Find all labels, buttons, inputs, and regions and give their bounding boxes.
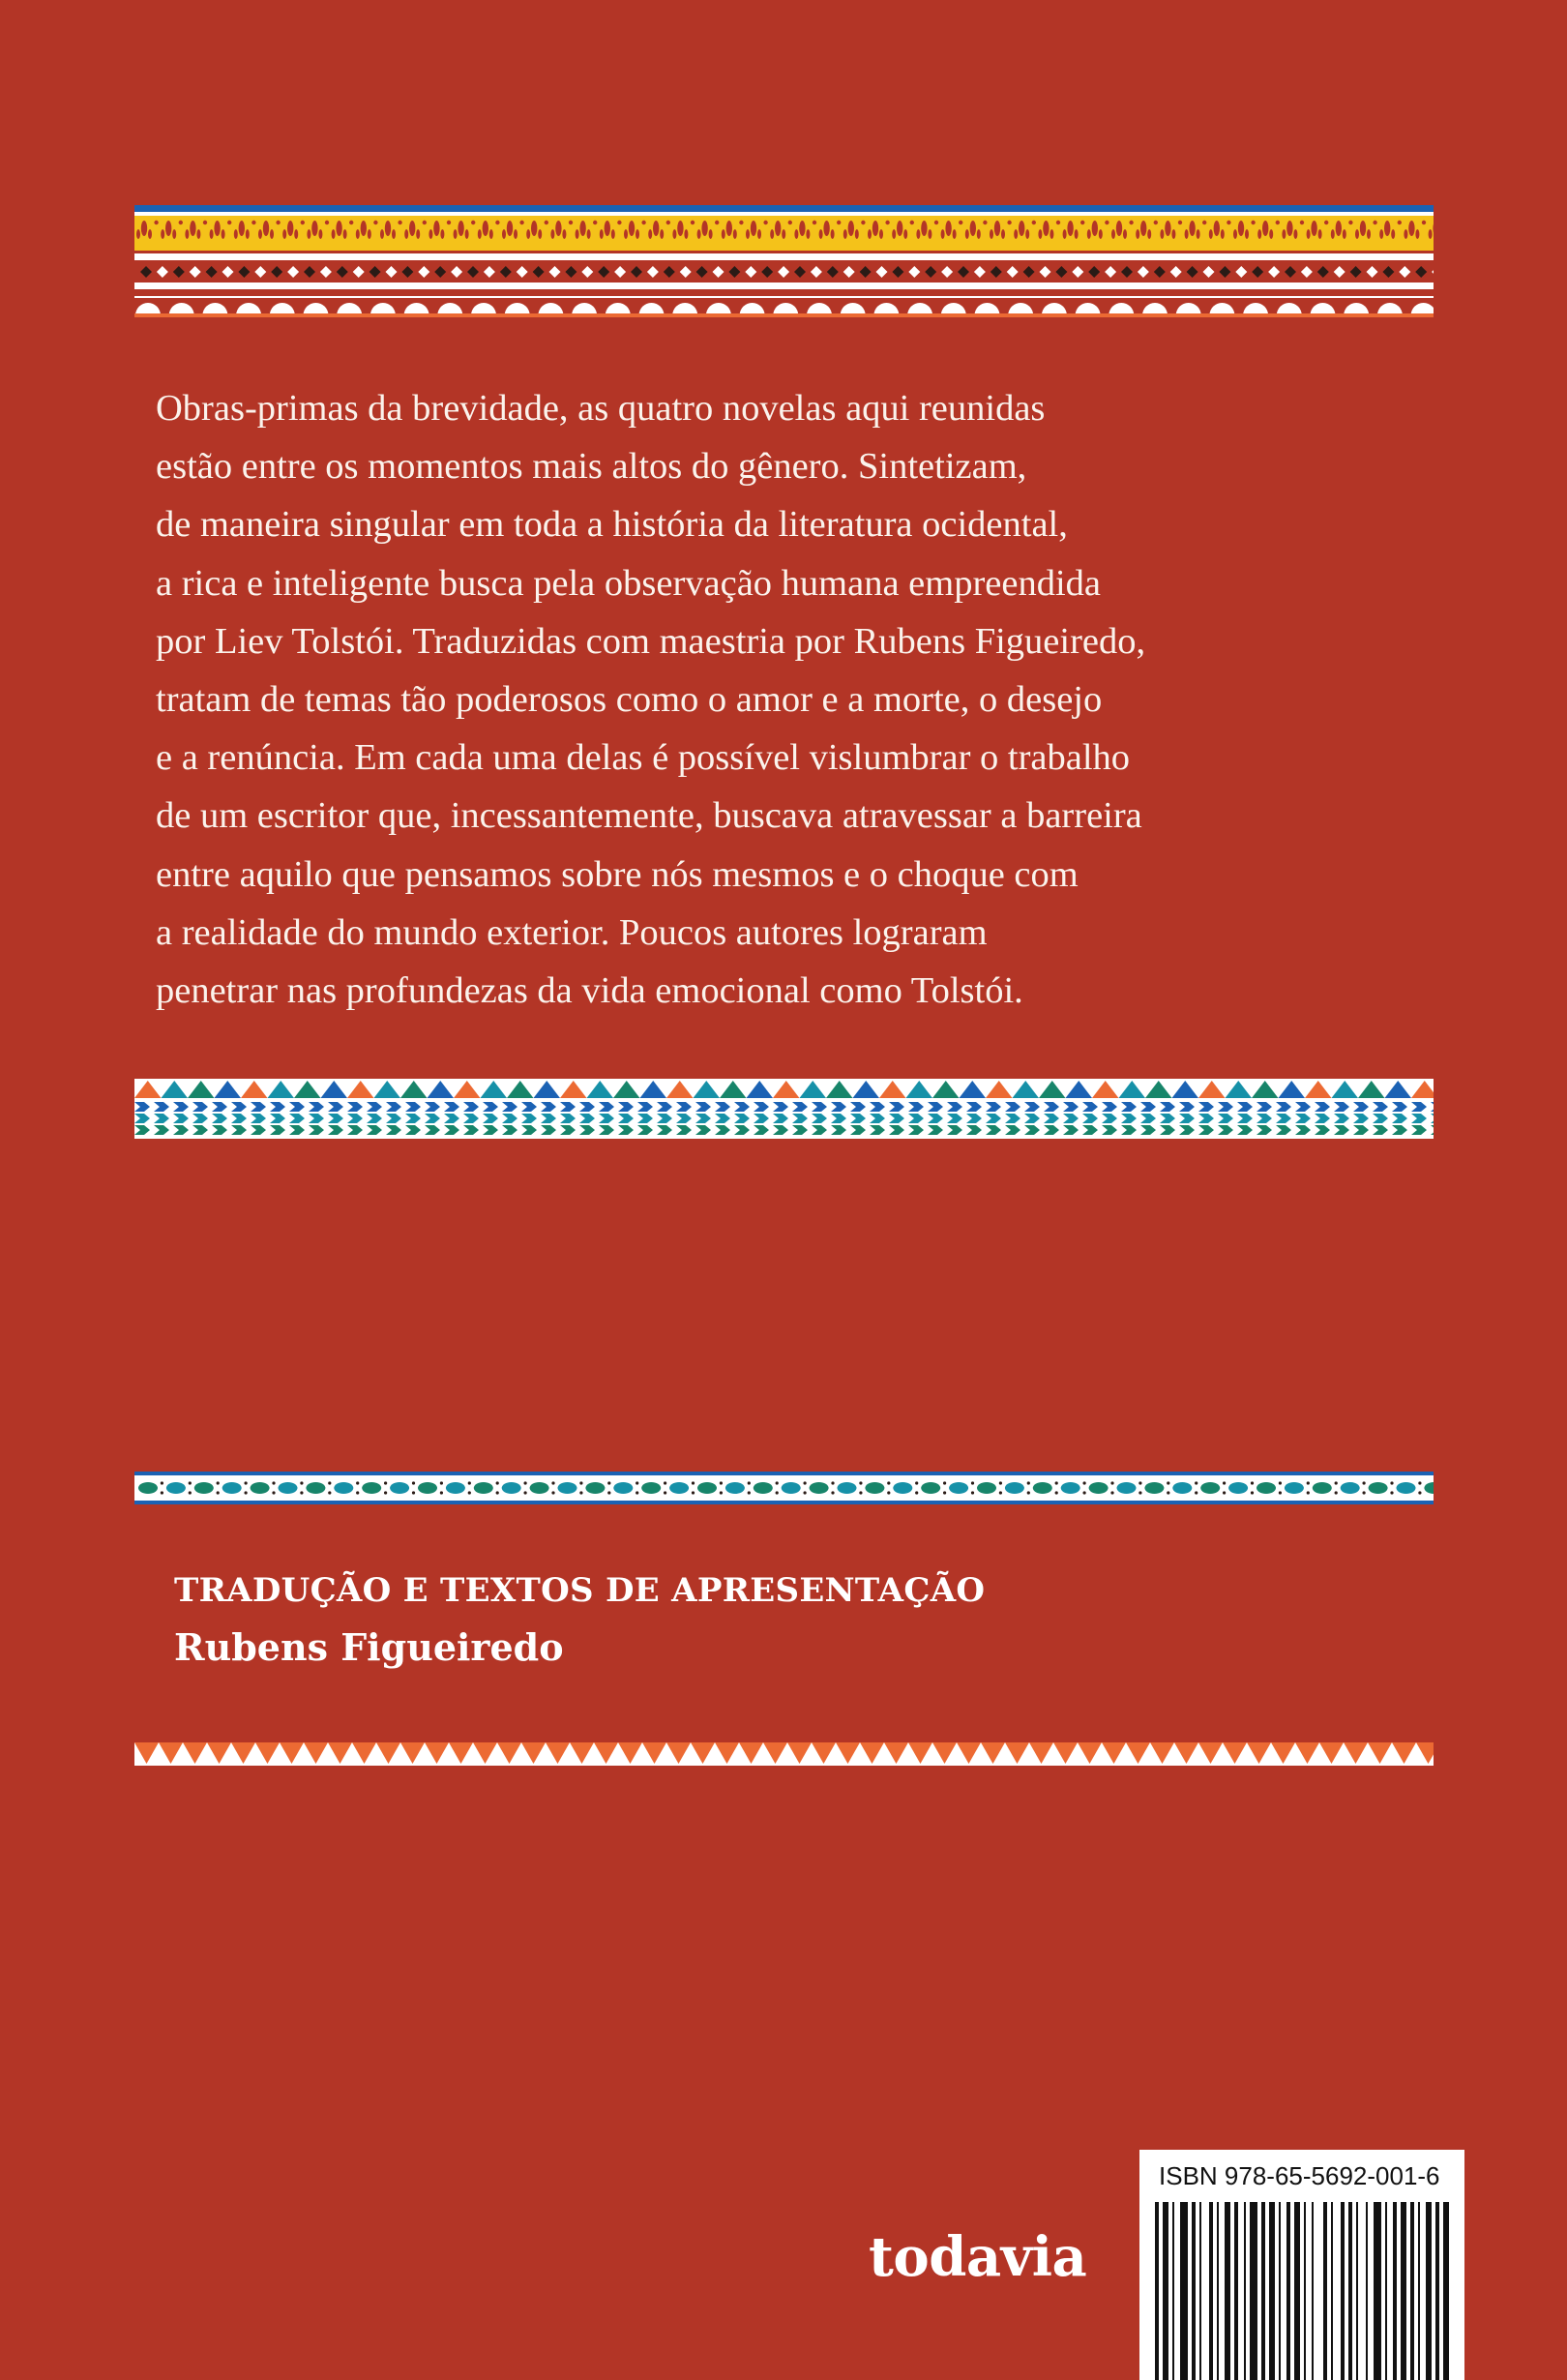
blurb-line: entre aquilo que pensamos sobre nós mesmos e o choque com <box>156 853 1079 895</box>
blurb-line: a rica e inteligente busca pela observação humana empreendida <box>156 562 1101 604</box>
top-ornamental-border <box>134 205 1434 319</box>
isbn-barcode <box>1139 2150 1464 2380</box>
blurb-line: tratam de temas tão poderosos como o amor e a morte, o desejo <box>156 679 1103 721</box>
translation-credit-heading: TRADUÇÃO E TEXTOS DE APRESENTAÇÃO <box>174 1571 986 1610</box>
blurb-line: e a renúncia. Em cada uma delas é possível vislumbrar o trabalho <box>156 737 1131 779</box>
barcode-icon <box>1155 2202 1449 2380</box>
back-cover-blurb <box>156 379 1433 1020</box>
blurb-line: Obras-primas da brevidade, as quatro novelas aqui reunidas <box>156 388 1046 429</box>
blurb-line: estão entre os momentos mais altos do gênero. Sintetizam, <box>156 446 1027 488</box>
triangle-ornamental-border <box>134 1742 1434 1766</box>
oval-ornamental-border <box>134 1472 1434 1504</box>
chevron-ornamental-border <box>134 1079 1434 1139</box>
blurb-line: de um escritor que, incessantemente, buscava atravessar a barreira <box>156 795 1142 837</box>
blurb-line: de maneira singular em toda a história da literatura ocidental, <box>156 504 1068 546</box>
blurb-line: por Liev Tolstói. Traduzidas com maestria por Rubens Figueiredo, <box>156 620 1146 662</box>
isbn-number: ISBN 978-65-5692-001-6 <box>1159 2161 1440 2190</box>
blurb-line: penetrar nas profundezas da vida emocional como Tolstói. <box>156 970 1023 1012</box>
translator-name: Rubens Figueiredo <box>174 1625 564 1669</box>
publisher-logo: todavia <box>869 2225 1087 2289</box>
blurb-line: a realidade do mundo exterior. Poucos autores lograram <box>156 911 988 953</box>
